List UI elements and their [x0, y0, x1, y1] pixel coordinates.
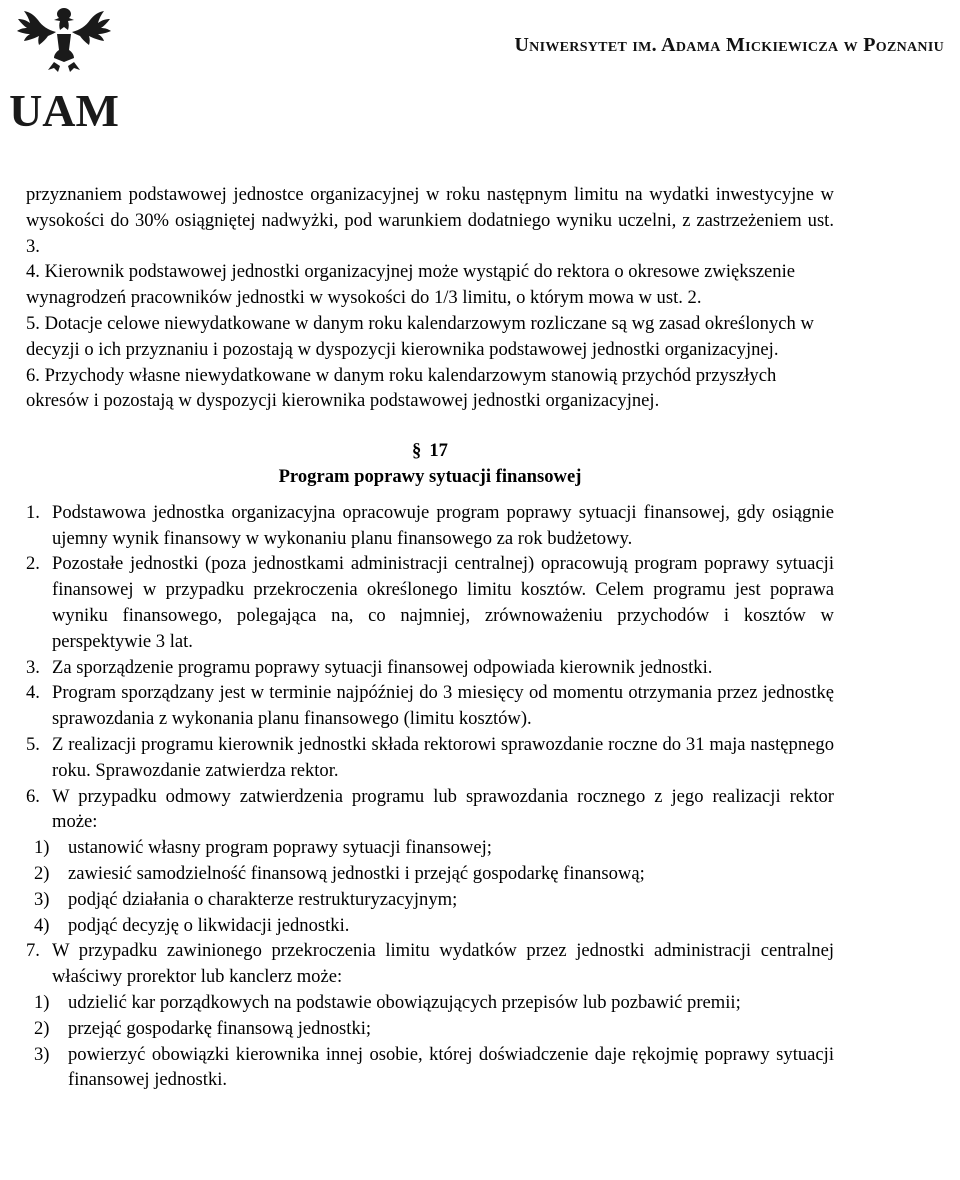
list-item: 4. Program sporządzany jest w terminie najpóźniej do 3 miesięcy od momentu otrzymania przez jednostkę sprawozdania z wykonania planu finansowego (limitu kosztów). — [26, 682, 834, 730]
sub-list-item: 3) podjąć działania o charakterze restrukturyzacyjnym; — [34, 888, 458, 910]
list-item: 6. W przypadku odmowy zatwierdzenia programu lub sprawozdania rocznego z jego realizacji rektor może: — [26, 785, 834, 833]
section-title: Program poprawy sytuacji finansowej — [278, 465, 582, 487]
list-item: 1. Podstawowa jednostka organizacyjna opracowuje program poprawy sytuacji finansowej, gdy osiągnie ujemny wynik finansowy w wykonaniu planu finansowego za rok budżetowy. — [26, 501, 834, 549]
list-item: 5. Dotacje celowe niewydatkowane w danym roku kalendarzowym rozliczane są wg zasad określonych w decyzji o ich przyznaniu i pozostają w dyspozycji kierownika podstawowej jednostki organizacyjnej. — [26, 312, 814, 360]
section-number: 17 — [429, 440, 448, 462]
sub-list-item: 2) przejąć gospodarkę finansową jednostki; — [34, 1017, 372, 1039]
list-item: 2. Pozostałe jednostki (poza jednostkami administracji centralnej) opracowują program poprawy sytuacji finansowej w przypadku przekroczenia określonego limitu kosztów. Celem programu jest poprawa wyniku finansowego, polegająca na, co najmniej, zrównoważeniu przychodów i kosztów w perspektywie 3 lat. — [26, 553, 834, 652]
sub-list-item: 1) ustanowić własny program poprawy sytuacji finansowej; — [34, 837, 492, 859]
list-item: 3. Za sporządzenie programu poprawy sytuacji finansowej odpowiada kierownik jednostki. — [26, 656, 713, 678]
list-item: 7. W przypadku zawinionego przekroczenia limitu wydatków przez jednostki administracji centralnej właściwy prorektor lub kanclerz może: — [26, 940, 834, 988]
list-item: 5. Z realizacji programu kierownik jednostki składa rektorowi sprawozdanie roczne do 31 maja następnego roku. Sprawozdanie zatwierdza rektor. — [26, 733, 834, 781]
sub-list-item: 1) udzielić kar porządkowych na podstawie obowiązujących przepisów lub pozbawić premii; — [34, 991, 741, 1013]
eagle-emblem-icon — [10, 2, 118, 132]
list-item: 6. Przychody własne niewydatkowane w danym roku kalendarzowym stanowią przychód przyszłych okresów i pozostają w dyspozycji kierownika podstawowej jednostki organizacyjnej. — [26, 364, 777, 412]
section-sign: § — [412, 440, 422, 462]
document-body — [26, 182, 834, 1093]
sub-list-item: 2) zawiesić samodzielność finansową jednostki i przejąć gospodarkę finansową; — [34, 862, 645, 884]
list-item: 4. Kierownik podstawowej jednostki organizacyjnej może wystąpić do rektora o okresowe zwiększenie wynagrodzeń pracowników jednostki w wysokości do 1/3 limitu, o którym mowa w ust. 2. — [26, 261, 796, 309]
university-logo — [10, 2, 118, 132]
intro-paragraph: przyznaniem podstawowej jednostce organizacyjnej w roku następnym limitu na wydatki inwestycyjne w wysokości do 30% osiągniętej nadwyżki, pod warunkiem dodatniego wyniku uczelni, z zastrzeżeniem ust. 3. — [26, 184, 834, 257]
section-heading — [26, 438, 834, 464]
sub-list-item: 4) podjąć decyzję o likwidacji jednostki. — [34, 914, 350, 936]
sub-list-item: 3) powierzyć obowiązki kierownika innej osobie, której doświadczenie daje rękojmię poprawy sytuacji finansowej jednostki. — [34, 1043, 834, 1091]
university-name: Uniwersytet im. Adama Mickiewicza w Poznaniu — [514, 34, 944, 56]
svg-text:UAM: UAM — [10, 85, 118, 132]
